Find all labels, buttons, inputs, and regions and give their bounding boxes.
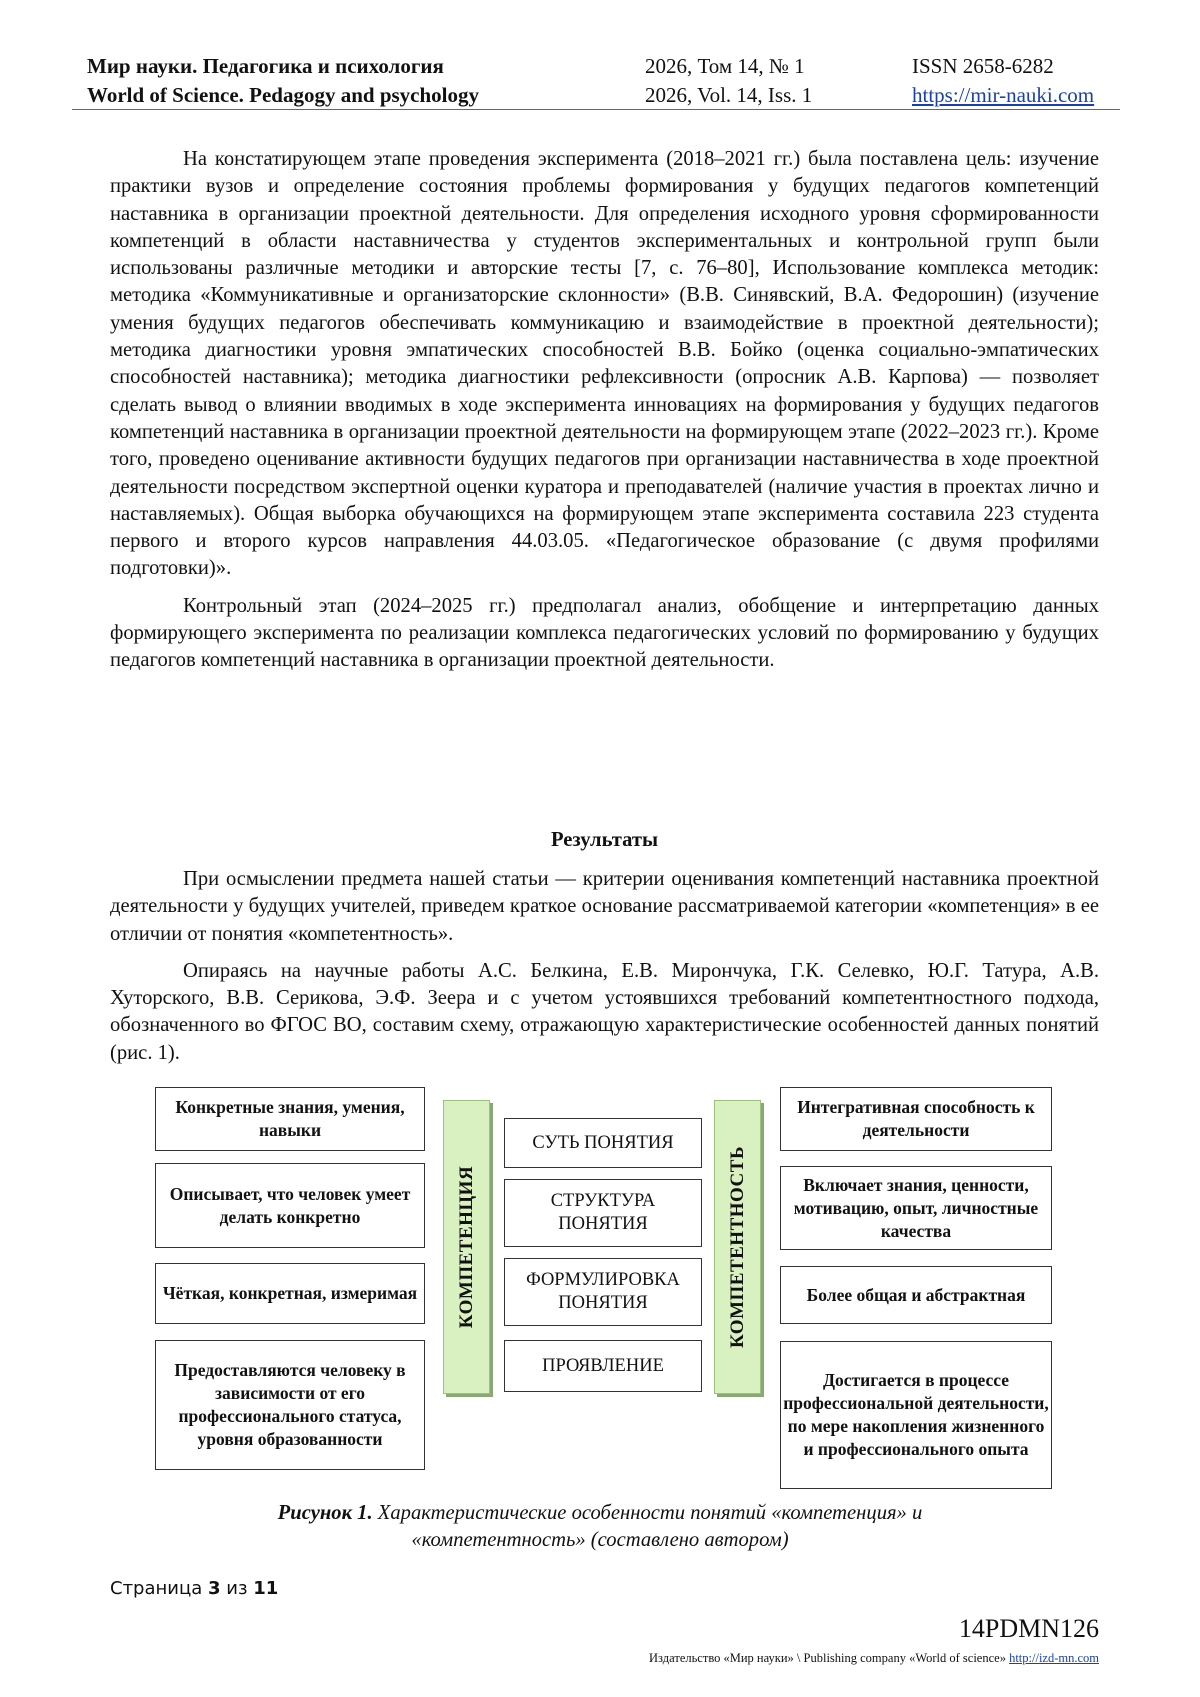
page-header	[87, 50, 1120, 110]
left-box-4: Предоставляются человеку в зависимости от его профессионального статуса, уровня образованности	[155, 1340, 425, 1470]
left-box-2: Описывает, что человек умеет делать конкретно	[155, 1163, 425, 1248]
journal-title-en: World of Science. Pedagogy and psychology	[87, 83, 480, 107]
competence-label: КОМПЕТЕНЦИЯ	[455, 1165, 477, 1329]
figure-caption-text: Характеристические особенности понятий «компетенция» и «компетентность» (составлено автором)	[377, 1502, 923, 1551]
right-box-4: Достигается в процессе профессиональной деятельности, по мере накопления жизненного и профессионального опыта	[780, 1341, 1052, 1489]
volume-en: 2026, Vol. 14, Iss. 1	[645, 83, 813, 107]
publisher-link[interactable]: http://izd-mn.com	[1009, 1651, 1099, 1665]
page-number	[110, 1578, 278, 1599]
section-title-results: Результаты	[550, 829, 659, 851]
center-box-manifestation: ПРОЯВЛЕНИЕ	[504, 1340, 702, 1392]
right-box-3: Более общая и абстрактная	[780, 1266, 1052, 1324]
right-box-2: Включает знания, ценности, мотивацию, опыт, личностные качества	[780, 1166, 1052, 1250]
competency-label-bar	[714, 1100, 761, 1394]
paragraph-results-scheme: Опираясь на научные работы А.С. Белкина, Е.В. Мирончука, Г.К. Селевко, Ю.Г. Татура, А.В. Хуторского, В.В. Серикова, Э.Ф. Зеера и с учетом устоявшихся требований компетентностного подхода, обозначенного во ФГОС ВО, составим схему, отражающую характеристические особенностей данных понятий (рис. 1).	[110, 959, 1099, 1064]
journal-title-ru: Мир науки. Педагогика и психология	[87, 54, 444, 78]
issn: ISSN 2658-6282	[912, 54, 1054, 78]
right-box-1: Интегративная способность к деятельности	[780, 1087, 1052, 1151]
page-of: из	[226, 1578, 248, 1599]
paragraph-ascertaining-stage: На констатирующем этапе проведения эксперимента (2018–2021 гг.) была поставлена цель: изучение практики вузов и определение состояния проблемы формирования у будущих педагогов компетенций наставника в организации проектной деятельности. Для определения исходного уровня сформированности компетенций в области наставничества у студентов экспериментальных и контрольной групп были использованы различные методики и авторские тесты [7, с. 76–80], Использование комплекса методик: методика «Коммуникативные и организаторские склонности» (В.В. Синявский, В.А. Федорошин) (изучение умения будущих педагогов обеспечивать коммуникацию и взаимодействие в проектной деятельности); методика диагностики уровня эмпатических способностей В.В. Бойко (оценка социально-эмпатических способностей наставника); методика диагностики рефлексивности (опросник А.В. Карпова) — позволяет сделать вывод о влиянии вводимых в ходе эксперимента инновациях на формирования у будущих педагогов компетенций наставника в организации проектной деятельности на формирующем этапе (2022–2023 гг.). Кроме того, проведено оценивание активности будущих педагогов при организации наставничества в ходе проектной деятельности посредством экспертной оценки куратора и преподавателей (наличие участия в проектах лично и наставляемых). Общая выборка обучающихся на формирующем этапе эксперимента составила 223 студента первого и второго курсов направления 44.03.05. «Педагогическое образование (с двумя профилями подготовки)».	[110, 148, 1099, 580]
left-box-1: Конкретные знания, умения, навыки	[155, 1087, 425, 1151]
paragraph-control-stage: Контрольный этап (2024–2025 гг.) предполагал анализ, обобщение и интерпретацию данных формирующего эксперимента по реализации комплекса педагогических условий по формированию у будущих педагогов компетенций наставника в организации проектной деятельности.	[110, 594, 1099, 672]
left-box-3: Чёткая, конкретная, измеримая	[155, 1263, 425, 1324]
header-row-en	[87, 81, 1120, 109]
figure-caption	[200, 1500, 1000, 1554]
center-box-structure: СТРУКТУРА ПОНЯТИЯ	[504, 1179, 702, 1247]
volume-ru: 2026, Том 14, № 1	[645, 54, 805, 78]
competence-label-bar	[443, 1100, 490, 1394]
article-code: 14PDMN126	[958, 1614, 1099, 1643]
publisher-line	[649, 1650, 1099, 1666]
figure-caption-label: Рисунок 1.	[277, 1502, 373, 1524]
publisher-name: Издательство «Мир науки» \ Publishing company «World of science»	[649, 1651, 1006, 1665]
header-row-ru	[87, 52, 1120, 80]
page-prefix: Страница	[110, 1578, 203, 1599]
center-box-wording: ФОРМУЛИРОВКА ПОНЯТИЯ	[504, 1258, 702, 1326]
header-divider	[72, 109, 1120, 110]
paragraph-results-intro: При осмыслении предмета нашей статьи — критерии оценивания компетенций наставника проектной деятельности у будущих учителей, приведем краткое основание рассматриваемой категории «компетенция» в ее отличии от понятия «компетентность».	[110, 868, 1099, 945]
page-current: 3	[208, 1578, 221, 1599]
results-body	[110, 866, 1099, 1067]
center-box-essence: СУТЬ ПОНЯТИЯ	[504, 1118, 702, 1168]
page-total: 11	[253, 1578, 279, 1599]
article-body	[110, 146, 1099, 675]
competency-label: КОМПЕТЕНТНОСТЬ	[726, 1145, 748, 1349]
journal-site-link[interactable]: https://mir-nauki.com	[912, 83, 1095, 107]
